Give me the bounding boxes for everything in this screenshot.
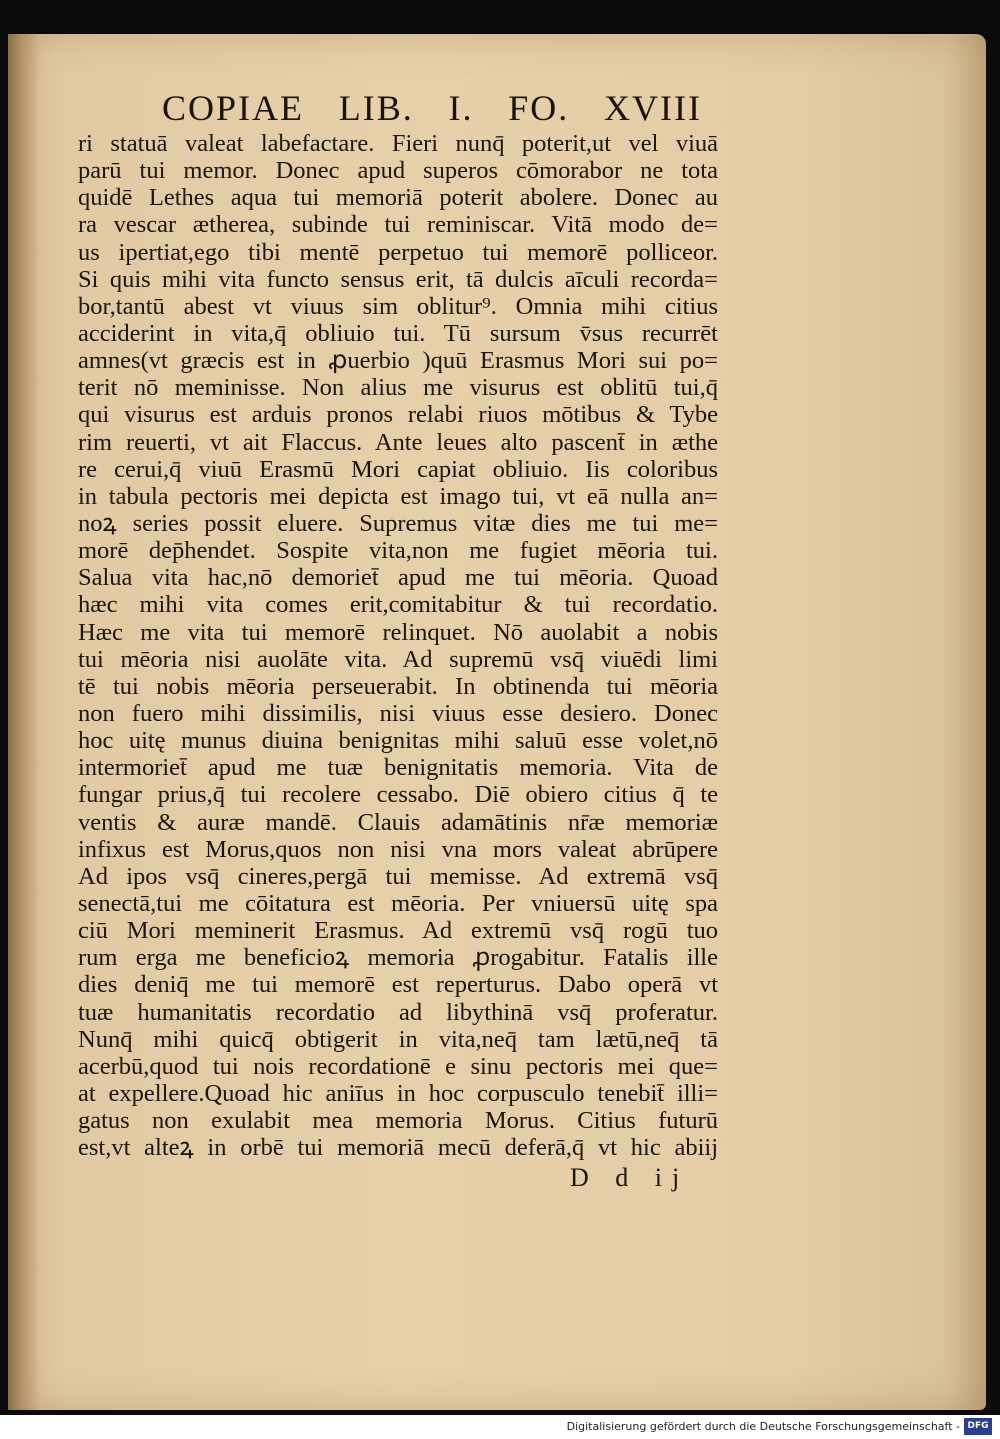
text-line: at expellere.Quoad hic aniīus in hoc corpusculo tenebit̄ illi= — [78, 1079, 718, 1107]
text-line: ra vescar ætherea, subinde tui reminiscar. Vitā modo de= — [78, 211, 718, 239]
text-line: tē tui nobis mēoria perseuerabit. In obtinenda tui mēoria — [78, 672, 718, 700]
body-text — [78, 130, 718, 1161]
text-line: us ipertiat,ego tibi mentē perpetuo tui memorē polliceor. — [78, 238, 718, 266]
dfg-logo: DFG — [964, 1418, 992, 1435]
text-line: fungar prius,q̄ tui recolere cessabo. Diē obiero citius q̄ te — [78, 781, 718, 809]
text-line: quidē Lethes aqua tui memoriā poterit abolere. Donec au — [78, 184, 718, 212]
text-line: senectā,tui me cōitatura est mēoria. Per vniuersū uitę spa — [78, 889, 718, 917]
text-line: Salua vita hac,nō demoriet̄ apud me tui mēoria. Quoad — [78, 564, 718, 592]
text-line: Si quis mihi vita functo sensus erit, tā dulcis aīculi recorda= — [78, 265, 718, 293]
running-head-book: LIB. — [338, 88, 414, 128]
text-line: ciū Mori meminerit Erasmus. Ad extremū vsq̄ rogū tuo — [78, 917, 718, 945]
running-head-title: COPIAE — [162, 88, 305, 128]
text-line: tui mēoria nisi auolāte vita. Ad supremū vsq̄ viuēdi limi — [78, 645, 718, 673]
text-line: tuæ humanitatis recordatio ad libythinā vsq̄ proferatur. — [78, 998, 718, 1026]
text-line: Hæc me vita tui memorē relinquet. Nō auolabit a nobis — [78, 618, 718, 646]
text-line: rum erga me beneficioꝝ memoria ꝓrogabitur. Fatalis ille — [78, 944, 718, 972]
running-head-book-number: I. — [448, 88, 474, 128]
signature-mark: D d ij — [570, 1163, 690, 1192]
text-line: intermoriet̄ apud me tuæ benignitatis memoria. Vita de — [78, 754, 718, 782]
text-line: morē dep̄hendet. Sospite vita,non me fugiet mēoria tui. — [78, 537, 718, 565]
running-head — [162, 86, 702, 130]
text-line: hæc mihi vita comes erit,comitabitur & tui recordatio. — [78, 591, 718, 619]
text-line: hoc uitę munus diuina benignitas mihi saluū esse volet,nō — [78, 727, 718, 755]
footer-credit: Digitalisierung gefördert durch die Deutsche Forschungsgemeinschaft - — [566, 1420, 960, 1433]
text-line: qui visurus est arduis pronos relabi riuos mōtibus & Tybe — [78, 401, 718, 429]
text-line: est,vt alteꝝ in orbē tui memoriā mecū deferā,q̄ vt hic abiij — [78, 1134, 718, 1162]
running-head-folio-number: XVIII — [603, 88, 702, 128]
text-line: in tabula pectoris mei depicta est imago tui, vt eā nulla an= — [78, 482, 718, 510]
text-line: Nunq̄ mihi quicq̄ obtigerit in vita,neq̄ tam lætū,neq̄ tā — [78, 1025, 718, 1053]
text-line: bor,tantū abest vt viuus sim oblitur⁹. Omnia mihi citius — [78, 292, 718, 320]
text-line: infixus est Morus,quos non nisi vna mors valeat abrūpere — [78, 835, 718, 863]
text-line: acciderint in vita,q̄ obliuio tui. Tū sursum v̄sus recurrēt — [78, 319, 718, 347]
text-line: parū tui memor. Donec apud superos cōmorabor ne tota — [78, 157, 718, 185]
text-line: acerbū,quod tui nois recordationē e sinu pectoris mei que= — [78, 1052, 718, 1080]
text-line: noꝝ series possit eluere. Supremus vitæ dies me tui me= — [78, 509, 718, 537]
text-line: rim reuerti, vt ait Flaccus. Ante leues alto pascent̄ in æthe — [78, 428, 718, 456]
text-line: ri statuā valeat labefactare. Fieri nunq̄ poterit,ut vel viuā — [78, 130, 718, 157]
text-line: non fuero mihi dissimilis, nisi viuus esse desiero. Donec — [78, 699, 718, 727]
running-head-folio-label: FO. — [508, 88, 570, 128]
text-line: ventis & auræ mandē. Clauis adamātinis nr̄æ memoriæ — [78, 808, 718, 836]
text-line: terit nō meminisse. Non alius me visurus est oblitū tui,q̄ — [78, 374, 718, 402]
text-line: amnes(vt græcis est in ꝓuerbio )quū Erasmus Mori sui po= — [78, 347, 718, 375]
text-line: gatus non exulabit mea memoria Morus. Citius futurū — [78, 1107, 718, 1135]
page-gutter-shadow — [8, 34, 40, 1410]
text-line: dies deniq̄ me tui memorē est reperturus. Dabo operā vt — [78, 971, 718, 999]
text-line: Ad ipos vsq̄ cineres,pergā tui memisse. Ad extremā vsq̄ — [78, 862, 718, 890]
text-line: re cerui,q̄ viuū Erasmū Mori capiat obliuio. Iis coloribus — [78, 455, 718, 483]
